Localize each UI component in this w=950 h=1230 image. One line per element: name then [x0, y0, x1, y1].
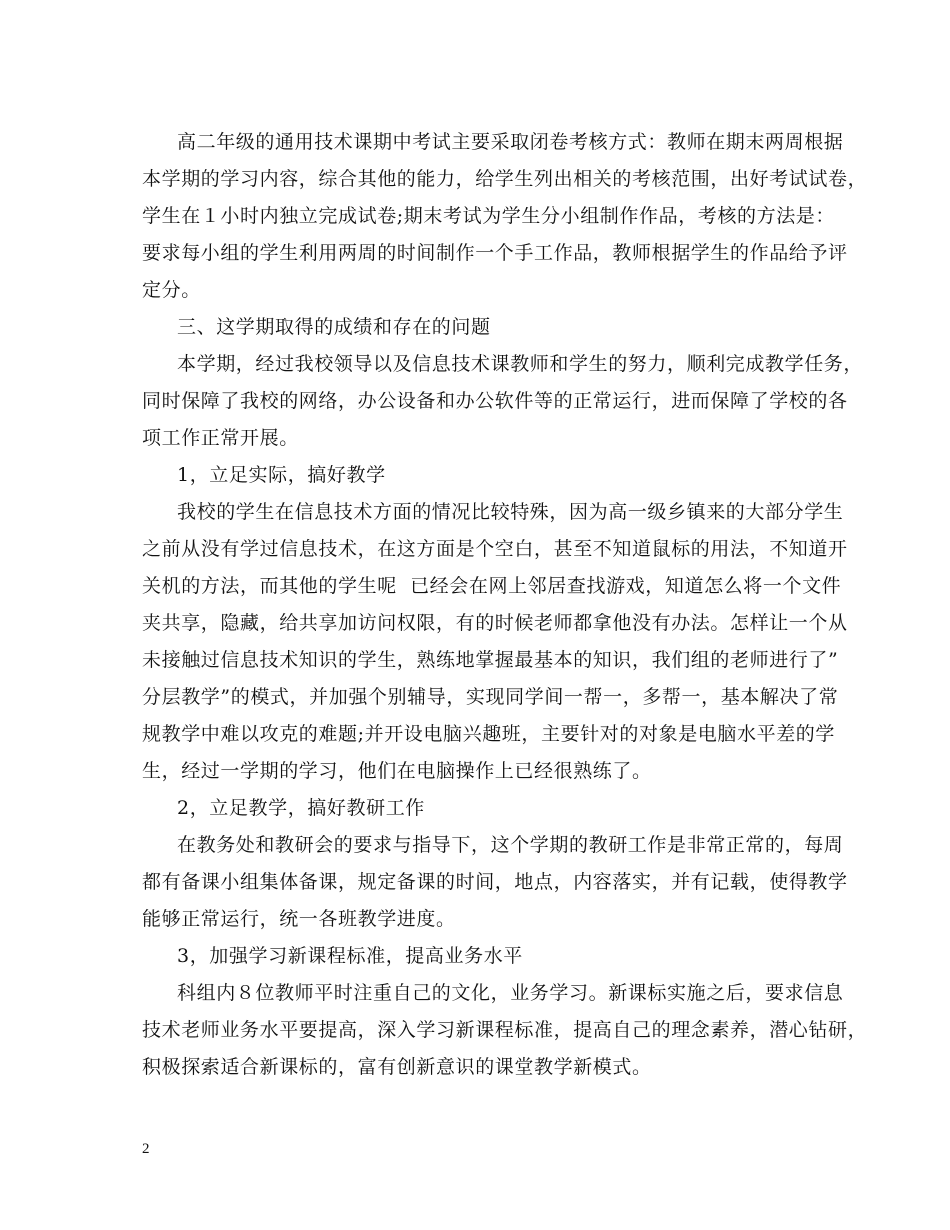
body-text-line: 积极探索适合新课标的，富有创新意识的课堂教学新模式。	[142, 1056, 652, 1078]
body-text-line: 同时保障了我校的网络，办公设备和办公软件等的正常运行，进而保障了学校的各	[142, 390, 848, 412]
body-text-line: 我校的学生在信息技术方面的情况比较特殊，因为高一级乡镇来的大部分学生	[177, 501, 844, 523]
subsection-heading: 2，立足教学，搞好教研工作	[177, 797, 425, 819]
body-text-line: 要求每小组的学生利用两周的时间制作一个手工作品，教师根据学生的作品给予评	[142, 242, 848, 264]
body-text-line: 生，经过一学期的学习，他们在电脑操作上已经很熟练了。	[142, 760, 652, 782]
body-text-line: 项工作正常开展。	[142, 427, 299, 449]
body-text-line: 本学期的学习内容，综合其他的能力，给学生列出相关的考核范围，出好考试试卷，	[142, 168, 868, 190]
body-text-line: 关机的方法，而其他的学生呢 已经会在网上邻居查找游戏，知道怎么将一个文件	[142, 575, 842, 597]
subsection-heading: 1，立足实际，搞好教学	[177, 464, 386, 486]
body-text-line: 本学期，经过我校领导以及信息技术课教师和学生的努力，顺利完成教学任务，	[177, 353, 864, 375]
body-text-line: 之前从没有学过信息技术，在这方面是个空白，甚至不知道鼠标的用法，不知道开	[142, 538, 848, 560]
page-number: 2	[142, 1141, 150, 1157]
body-text-line: 技术老师业务水平要提高，深入学习新课程标准，提高自己的理念素养，潜心钻研，	[142, 1019, 868, 1041]
body-text-line: 高二年级的通用技术课期中考试主要采取闭卷考核方式：教师在期末两周根据	[177, 131, 844, 153]
body-text-line: 分层教学”的模式，并加强个别辅导，实现同学间一帮一，多帮一，基本解决了常	[142, 686, 839, 708]
body-text-line: 能够正常运行，统一各班教学进度。	[142, 908, 456, 930]
body-text-line: 夹共享，隐藏，给共享加访问权限，有的时候老师都拿他没有办法。怎样让一个从	[142, 612, 848, 634]
body-text-line: 科组内８位教师平时注重自己的文化，业务学习。新课标实施之后，要求信息	[177, 982, 844, 1004]
body-text-line: 未接触过信息技术知识的学生，熟练地掌握最基本的知识，我们组的老师进行了”	[142, 649, 839, 671]
body-text-line: 都有备课小组集体备课，规定备课的时间，地点，内容落实，并有记载，使得教学	[142, 871, 848, 893]
subsection-heading: 3，加强学习新课程标准，提高业务水平	[177, 945, 523, 967]
body-text-line: 定分。	[142, 279, 201, 301]
body-text-line: 在教务处和教研会的要求与指导下，这个学期的教研工作是非常正常的，每周	[177, 834, 844, 856]
body-text-line: 规教学中难以攻克的难题;并开设电脑兴趣班，主要针对的对象是电脑水平差的学	[142, 723, 836, 745]
section-heading: 三、这学期取得的成绩和存在的问题	[177, 316, 491, 338]
body-text-line: 学生在１小时内独立完成试卷;期末考试为学生分小组制作作品，考核的方法是：	[142, 205, 836, 227]
